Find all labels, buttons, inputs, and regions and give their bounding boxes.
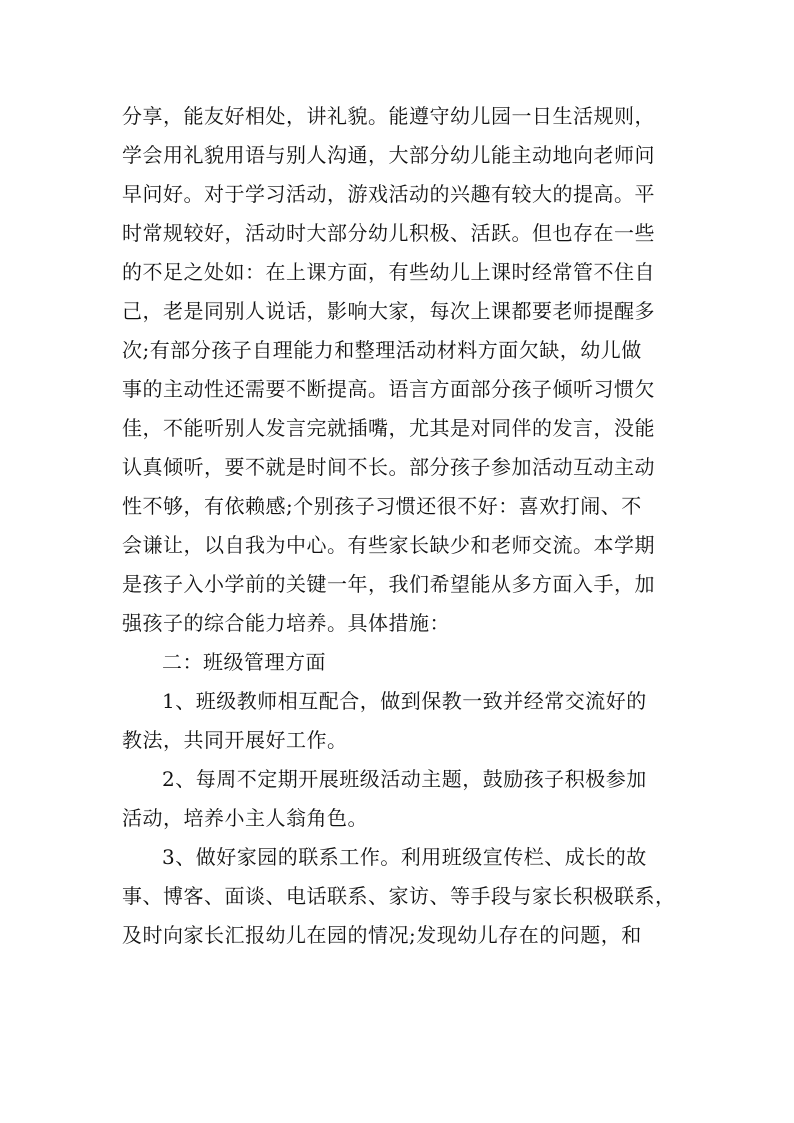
list-item-text: 2、每周不定期开展班级活动主题，鼓励孩子积极参加	[162, 767, 647, 791]
text-line: 性不够，有依赖感;个别孩子习惯还很不好：喜欢打闹、不	[122, 494, 642, 518]
section-heading: 二：班级管理方面	[162, 650, 326, 674]
text-line: 己，老是同别人说话，影响大家，每次上课都要老师提醒多	[122, 299, 655, 323]
text-line: 强孩子的综合能力培养。具体措施：	[122, 611, 450, 635]
text-line: 教法，共同开展好工作。	[122, 728, 348, 752]
text-line: 学会用礼貌用语与别人沟通，大部分幼儿能主动地向老师问	[122, 143, 655, 167]
text-line: 是孩子入小学前的关键一年，我们希望能从多方面入手，加	[122, 572, 655, 596]
text-line: 的不足之处如：在上课方面，有些幼儿上课时经常管不住自	[122, 260, 655, 284]
text-line: 事、博客、面谈、电话联系、家访、等手段与家长积极联系，	[122, 884, 676, 908]
text-line: 及时向家长汇报幼儿在园的情况;发现幼儿存在的问题，和	[122, 923, 642, 947]
text-line: 认真倾听，要不就是时间不长。部分孩子参加活动互动主动	[122, 455, 655, 479]
text-line: 事的主动性还需要不断提高。语言方面部分孩子倾听习惯欠	[122, 377, 655, 401]
text-line: 佳，不能听别人发言完就插嘴，尤其是对同伴的发言，没能	[122, 416, 655, 440]
text-line: 时常规较好，活动时大部分幼儿积极、活跃。但也存在一些	[122, 221, 655, 245]
text-line: 分享，能友好相处，讲礼貌。能遵守幼儿园一日生活规则，	[122, 104, 655, 128]
text-line: 早问好。对于学习活动，游戏活动的兴趣有较大的提高。平	[122, 182, 655, 206]
text-line: 会谦让，以自我为中心。有些家长缺少和老师交流。本学期	[122, 533, 655, 557]
list-item-text: 1、班级教师相互配合，做到保教一致并经常交流好的	[162, 689, 647, 713]
text-line: 活动，培养小主人翁角色。	[122, 806, 368, 830]
text-line: 次;有部分孩子自理能力和整理活动材料方面欠缺，幼儿做	[122, 338, 642, 362]
list-item-text: 3、做好家园的联系工作。利用班级宣传栏、成长的故	[162, 845, 647, 869]
